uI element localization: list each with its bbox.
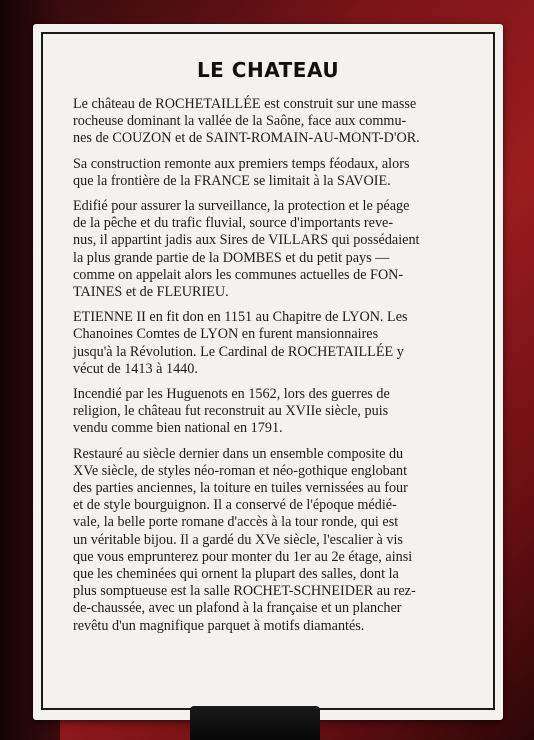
paragraph-purpose: Edifié pour assurer la surveillance, la protection et le péage de la pêche et du trafic fluvial, source d'importants reve- nus, il appartint jadis aux Sires de VILLARS qui possédaient la plus grande partie de la DOMBES et du petit pays — comme on appelait alors les communes actuelles de FON- TAINES et de FLEURIEU. [73,198,420,301]
paragraph-fire: Incendié par les Huguenots en 1562, lors des guerres de religion, le château fut reconstruit au XVIIe siècle, puis vendu comme bien national en 1791. [73,386,390,437]
paragraph-history: ETIENNE II en fit don en 1151 au Chapitre de LYON. Les Chanoines Comtes de LYON en furent mansionnaires jusqu'à la Révolution. Le Cardinal de ROCHETAILLÉE y vécut de 1413 à 1440. [73,309,408,377]
paragraph-location: Le château de ROCHETAILLÉE est construit sur une masse rocheuse dominant la vallée de la Saône, face aux commu- nes de COUZON et de SAINT-ROMAIN-AU-MONT-D'OR. [73,96,420,147]
paragraph-restoration: Restauré au siècle dernier dans un ensemble composite du XVe siècle, de styles néo-roman et néo-gothique englobant des parties anciennes, la toiture en tuiles vernissées au four et de style bourguignon. Il a conservé de l'époque médié- vale, la belle porte romane d'accès à la tour ronde, qui est un véritable bijou. Il a gardé du XVe siècle, l'escalier à vis que vous emprunterez pour monter du 1er au 2e étage, ainsi que les cheminées qui ornent la plupart des salles, dont la plus somptueuse est la salle ROCHET-SCHNEIDER au rez- de-chaussée, avec un plafond à la française et un plancher revêtu d'un magnifique parquet à motifs diamantés. [73,445,416,634]
sign-body [73,96,473,643]
sign-title: LE CHATEAU [196,58,340,82]
information-sign [33,24,503,720]
paragraph-origins: Sa construction remonte aux premiers temps féodaux, alors que la frontière de la FRANCE se limitait à la SAVOIE. [73,155,410,189]
sign-stand [190,706,320,740]
